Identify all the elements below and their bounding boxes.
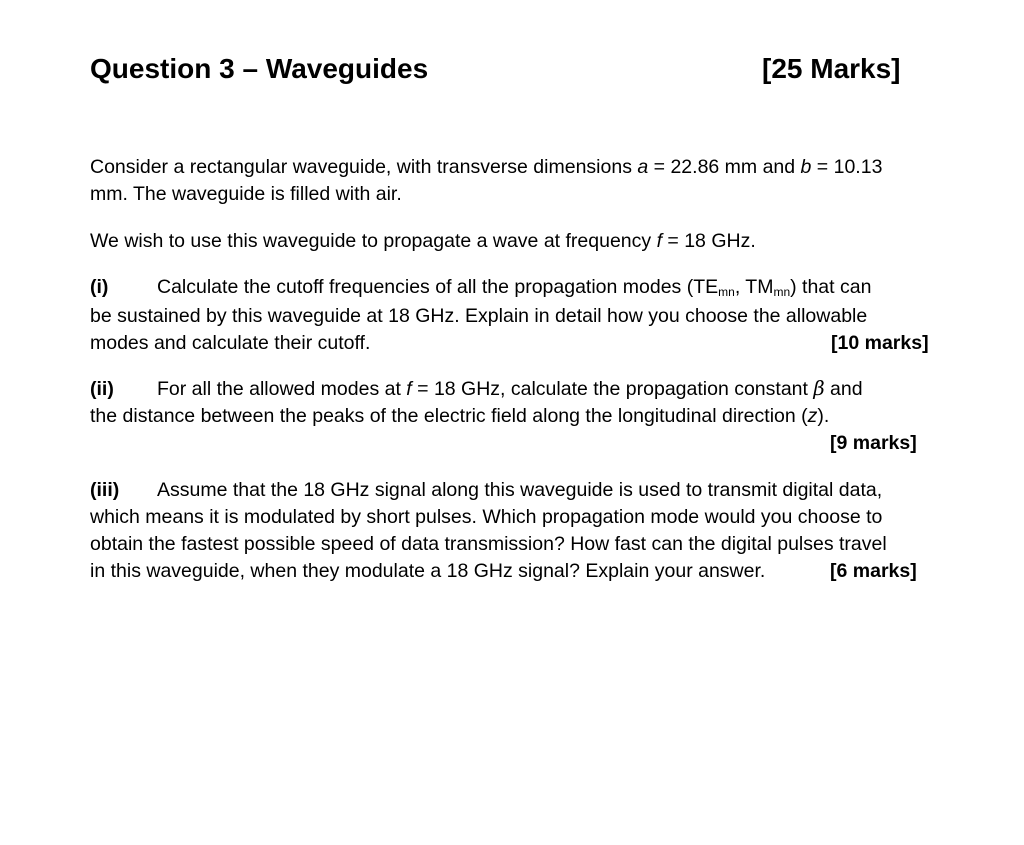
variable-f: f xyxy=(406,378,412,400)
part-i-label: (i) xyxy=(90,276,109,298)
intro-line-2: mm. The waveguide is filled with air. xyxy=(90,183,402,205)
subscript-mn: mn xyxy=(718,285,735,299)
intro-paragraph xyxy=(90,154,935,208)
part-iii-line-2: which means it is modulated by short pulses. Which propagation mode would you choose to xyxy=(90,506,883,528)
part-ii-label: (ii) xyxy=(90,378,114,400)
part-iii-line-4: in this waveguide, when they modulate a 18 GHz signal? Explain your answer. [6 marks] xyxy=(90,558,935,585)
part-ii-line-2: the distance between the peaks of the electric field along the longitudinal direction (z). xyxy=(90,405,830,427)
frequency-paragraph: We wish to use this waveguide to propagate a wave at frequency f = 18 GHz. xyxy=(90,230,756,252)
part-i-line-3: modes and calculate their cutoff. [10 marks] xyxy=(90,330,935,357)
part-iii-line-3: obtain the fastest possible speed of data transmission? How fast can the digital pulses travel xyxy=(90,533,887,555)
part-iii-marks: [6 marks] xyxy=(830,560,917,582)
variable-b: b xyxy=(800,156,812,178)
part-iii-label: (iii) xyxy=(90,479,120,501)
total-marks: [25 Marks] xyxy=(762,53,901,84)
variable-f: f xyxy=(656,230,662,252)
part-i-marks: [10 marks] xyxy=(831,332,929,354)
part-i-line-1: (i) Calculate the cutoff frequencies of all the propagation modes (TEmn, TMmn) that can xyxy=(90,276,872,299)
part-iii-line-1: (iii) Assume that the 18 GHz signal along this waveguide is used to transmit digital data, xyxy=(90,477,935,504)
intro-line-1: Consider a rectangular waveguide, with transverse dimensions a = 22.86 mm and b = 10.13 xyxy=(90,156,883,178)
subscript-mn: mn xyxy=(773,285,791,299)
part-ii-line-1: (ii) For all the allowed modes at f = 18 GHz, calculate the propagation constant β and xyxy=(90,375,935,403)
part-ii-marks: [9 marks] xyxy=(830,432,917,454)
part-i xyxy=(90,274,935,357)
part-iii xyxy=(90,477,935,585)
variable-beta: β xyxy=(813,377,825,400)
question-title: Question 3 – Waveguides xyxy=(90,53,429,84)
variable-z: z xyxy=(807,405,818,427)
part-i-line-2: be sustained by this waveguide at 18 GHz. Explain in detail how you choose the allowable xyxy=(90,305,868,327)
part-ii xyxy=(90,375,935,457)
variable-a: a xyxy=(637,156,649,178)
part-ii-line-3 xyxy=(90,430,935,457)
